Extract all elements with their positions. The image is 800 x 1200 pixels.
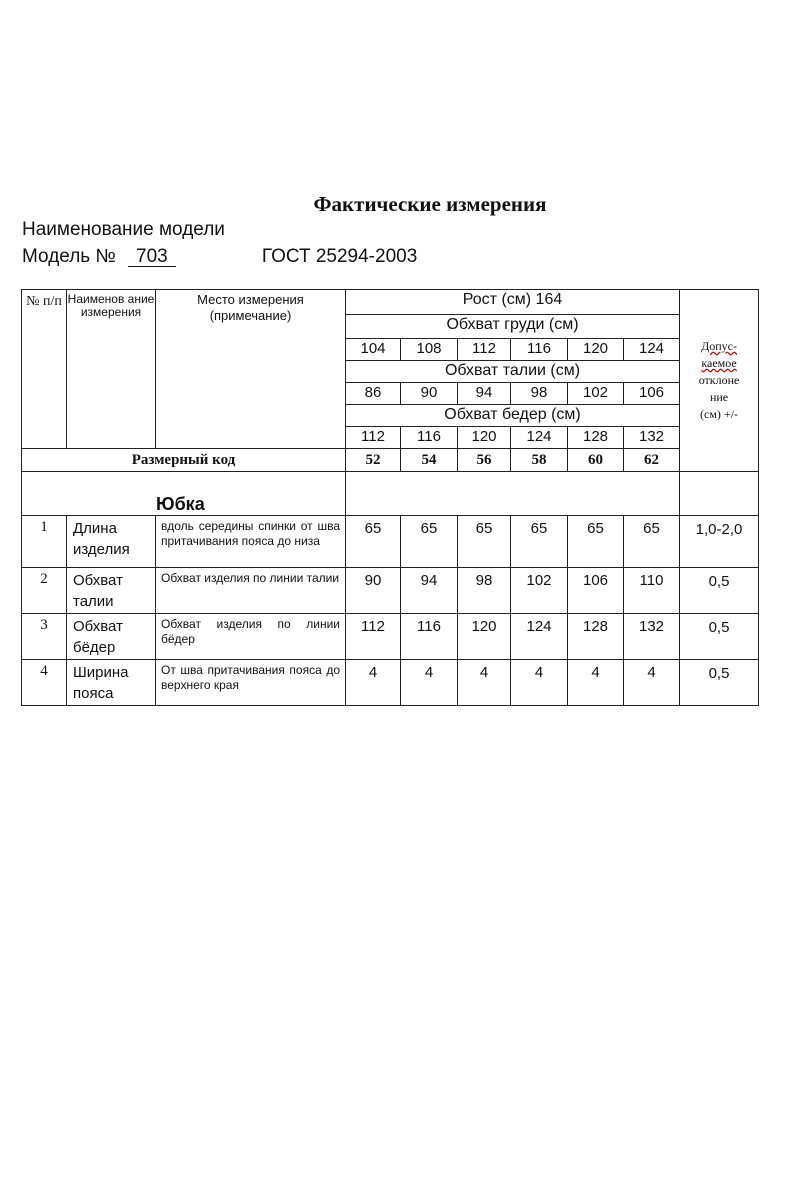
header-place-line2: (примечание) xyxy=(209,308,292,323)
hips-value: 124 xyxy=(511,427,568,449)
row-value: 102 xyxy=(511,568,568,614)
size-code: 62 xyxy=(624,449,680,472)
measurements-table xyxy=(21,289,759,706)
waist-value: 106 xyxy=(624,383,680,405)
row-description: вдоль середины спинки от шва притачивания пояса до низа xyxy=(156,516,346,568)
hips-header: Обхват бедер (см) xyxy=(346,405,680,427)
waist-value: 98 xyxy=(511,383,568,405)
hips-value: 132 xyxy=(624,427,680,449)
size-code-row xyxy=(22,449,759,472)
row-value: 98 xyxy=(458,568,511,614)
row-tolerance: 0,5 xyxy=(680,568,759,614)
header-place-line1: Место измерения xyxy=(197,292,304,307)
row-tolerance: 1,0-2,0 xyxy=(680,516,759,568)
row-value: 116 xyxy=(401,614,458,660)
section-empty xyxy=(346,472,680,516)
chest-value: 120 xyxy=(568,339,624,361)
row-description: Обхват изделия по линии бёдер xyxy=(156,614,346,660)
waist-value: 86 xyxy=(346,383,401,405)
row-value: 132 xyxy=(624,614,680,660)
row-value: 128 xyxy=(568,614,624,660)
row-name: Длина изделия xyxy=(67,516,156,568)
hips-value: 112 xyxy=(346,427,401,449)
document-title: Фактические измерения xyxy=(313,192,547,216)
waist-value: 90 xyxy=(401,383,458,405)
table-row xyxy=(22,660,759,706)
size-code: 52 xyxy=(346,449,401,472)
row-description: Обхват изделия по линии талии xyxy=(156,568,346,614)
waist-value: 94 xyxy=(458,383,511,405)
row-number: 3 xyxy=(22,614,67,660)
height-header: Рост (см) 164 xyxy=(346,290,680,315)
tolerance-header xyxy=(680,290,759,472)
row-number: 4 xyxy=(22,660,67,706)
hips-value: 120 xyxy=(458,427,511,449)
hips-value: 128 xyxy=(568,427,624,449)
gost-standard: ГОСТ 25294-2003 xyxy=(261,246,418,267)
row-value: 4 xyxy=(458,660,511,706)
row-value: 110 xyxy=(624,568,680,614)
row-value: 65 xyxy=(401,516,458,568)
row-name: Обхват бёдер xyxy=(67,614,156,660)
row-value: 112 xyxy=(346,614,401,660)
tolerance-line2: каемое xyxy=(701,356,737,370)
model-line xyxy=(22,246,417,268)
model-name-label: Наименование модели xyxy=(22,219,225,240)
row-value: 4 xyxy=(568,660,624,706)
hips-value: 116 xyxy=(401,427,458,449)
size-code: 60 xyxy=(568,449,624,472)
tolerance-line4: ние xyxy=(709,390,729,404)
chest-header: Обхват груди (см) xyxy=(346,315,680,339)
chest-value: 116 xyxy=(511,339,568,361)
header-measurement-name: Наименов ание измерения xyxy=(67,290,156,449)
model-number: 703 xyxy=(128,248,176,267)
row-value: 4 xyxy=(346,660,401,706)
chest-value: 124 xyxy=(624,339,680,361)
row-value: 4 xyxy=(511,660,568,706)
waist-header: Обхват талии (см) xyxy=(346,361,680,383)
row-tolerance: 0,5 xyxy=(680,660,759,706)
row-value: 65 xyxy=(346,516,401,568)
row-value: 65 xyxy=(458,516,511,568)
model-label: Модель № xyxy=(22,246,116,267)
row-value: 124 xyxy=(511,614,568,660)
row-value: 90 xyxy=(346,568,401,614)
row-value: 65 xyxy=(511,516,568,568)
chest-value: 108 xyxy=(401,339,458,361)
row-number: 2 xyxy=(22,568,67,614)
section-row xyxy=(22,472,759,516)
row-description: От шва притачивания пояса до верхнего края xyxy=(156,660,346,706)
chest-value: 112 xyxy=(458,339,511,361)
row-name: Ширина пояса xyxy=(67,660,156,706)
row-number: 1 xyxy=(22,516,67,568)
header-measurement-place xyxy=(156,290,346,449)
row-value: 94 xyxy=(401,568,458,614)
tolerance-line1: Допус- xyxy=(701,339,737,353)
row-value: 65 xyxy=(624,516,680,568)
section-empty-tol xyxy=(680,472,759,516)
row-value: 4 xyxy=(624,660,680,706)
row-value: 106 xyxy=(568,568,624,614)
size-code: 54 xyxy=(401,449,458,472)
chest-value: 104 xyxy=(346,339,401,361)
table-row xyxy=(22,614,759,660)
table-row xyxy=(22,516,759,568)
tolerance-line3: отклоне xyxy=(698,373,740,387)
row-name: Обхват талии xyxy=(67,568,156,614)
section-title: Юбка xyxy=(22,472,346,516)
size-code: 56 xyxy=(458,449,511,472)
row-tolerance: 0,5 xyxy=(680,614,759,660)
row-value: 120 xyxy=(458,614,511,660)
header-number: № п/п xyxy=(22,290,67,449)
size-code: 58 xyxy=(511,449,568,472)
waist-value: 102 xyxy=(568,383,624,405)
table-row xyxy=(22,568,759,614)
row-value: 4 xyxy=(401,660,458,706)
row-value: 65 xyxy=(568,516,624,568)
size-code-label: Размерный код xyxy=(22,449,346,472)
tolerance-line5: (см) +/- xyxy=(700,407,739,421)
